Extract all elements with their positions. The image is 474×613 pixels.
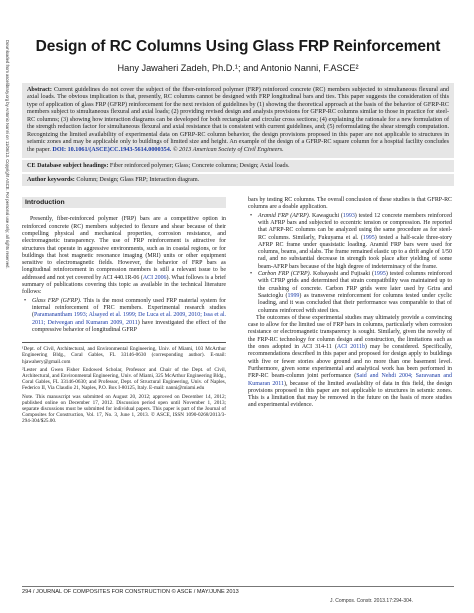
citation-link[interactable]: 1995 xyxy=(373,271,386,278)
citation-link[interactable]: 1995 xyxy=(362,234,375,241)
outcomes-paragraph xyxy=(248,315,452,410)
bullet-list xyxy=(248,213,452,315)
download-notice-text: Downloaded from ascelibrary.org by Antonio Nanni on 11/06/13. Copyright ASCE. For personal use only; all rights reserved. xyxy=(5,40,10,269)
continued-paragraph: bars by testing RC columns. The overall conclusion of these studies is that GFRP-RC columns are a doable application. xyxy=(248,197,452,211)
ce-headings-text: Fiber reinforced polymer; Glass; Concrete columns; Design; Axial loads. xyxy=(109,163,290,170)
intro-text-end: ). What follows is a brief summary of publications covering this topic as available in the technical literature follows: xyxy=(22,274,226,296)
download-notice xyxy=(1,40,11,600)
citation-link[interactable]: ACI 2006 xyxy=(142,274,167,281)
citation-link[interactable]: Paramanantham 1993; Alsayed et al. 1999; De Luca et al. 2009, 2010; Issa et al. 2011; Deiveegan and Kumaran 2009, 2011 xyxy=(32,312,226,326)
right-column xyxy=(248,197,452,410)
left-column xyxy=(22,197,226,426)
bullet-text-end: ) have investigated the effect of the compressive behavior of longitudinal GFRP xyxy=(32,319,226,333)
copyright-text: © 2013 American Society of Civil Engineers. xyxy=(172,146,284,153)
author-keywords-text: Column; Design; Glass FRP; Interaction diagram. xyxy=(76,177,200,184)
body-columns xyxy=(22,197,454,559)
citation-footer: J. Compos. Constr. 2013.17:294-304. xyxy=(330,598,414,604)
intro-text: Presently, fiber-reinforced polymer (FRP) bars are a competitive option in reinforced concrete (RC) members subjected to flexure and shear because of their compelling physical and mechanical properties, corrosion resistance, and electromagnetic transparency. The use of FRP reinforcement is attractive for structures that operate in aggressive environments, such as in coastal regions, or for buildings that host magnetic resonance imaging (MRI) units or other equipment sensitive to electromagnetic fields. However, the behavior of FRP bars as longitudinal reinforcement in compression members is still a relevant issue to be addressed and not yet covered by ACI 440.1R-06 ( xyxy=(22,216,226,281)
bullet-text-end: ) tested a half-scale three-story AFRP RC frame under quasistatic loading. Aramid FRP bars were used for columns, beams, and slabs. The frame remained elastic up to a drift angle of 1/50 rad, and no substantial decrease in strength took place after yielding of some beam-AFRP bars because of the high degree of indeterminacy of the frame. xyxy=(258,234,452,270)
citation-link[interactable]: 1999 xyxy=(287,292,300,299)
abstract-label: Abstract: xyxy=(27,87,52,93)
bullet-label: Carbon FRP (CFRP). xyxy=(258,271,312,278)
paper-title: Design of RC Columns Using Glass FRP Reinforcement xyxy=(35,38,441,55)
footnotes xyxy=(22,342,226,424)
bullet-item-gfrp xyxy=(32,298,226,334)
author-line: Hany Jawaheri Zadeh, Ph.D.¹; and Antonio Nanni, F.ASCE² xyxy=(117,63,359,73)
citation-link[interactable]: ACI 2011b xyxy=(336,344,365,351)
intro-paragraph xyxy=(22,216,226,296)
author-keywords xyxy=(22,174,454,186)
bullet-text: Kobayashi and Fujisaki ( xyxy=(311,271,374,278)
author-keywords-label: Author keywords: xyxy=(27,177,75,184)
bullet-text: Kawaguchi ( xyxy=(310,212,343,219)
citation-link[interactable]: Said and Nehdi 2004; Saravanan and Kumaran 2011 xyxy=(248,373,452,387)
ce-headings-label: CE Database subject headings: xyxy=(27,163,109,170)
citation-link[interactable]: 1993 xyxy=(342,212,355,219)
footnote-author-1: ¹Dept. of Civil, Architectural, and Environmental Engineering, Univ. of Miami, 103 McArthur Engineering Bldg., Coral Gables, FL 33146-0630 (corresponding author). E-mail: hjawahery@gmail.com xyxy=(22,346,226,365)
paragraph-text-end: ), because of the limited availability of data in this field, the design provisions proposed in this paper are not applicable to structures in seismic zones. This is a limitation that may be removed in the future on the basis of more studies and experimental evidence. xyxy=(248,380,453,409)
paper-page xyxy=(22,38,454,559)
page-footer: 294 / JOURNAL OF COMPOSITES FOR CONSTRUCTION © ASCE / MAY/JUNE 2013 xyxy=(22,586,454,595)
section-heading-introduction: Introduction xyxy=(22,197,226,208)
paragraph-text: The outcomes of these experimental studies may ultimately provide a convincing case to allow for the limited use of FRP bars in columns, particularly when corrosion resistance or electromagnetic transparency is sought. Similarly, given the novelty of the FRP-RC technology for column design and construction, the limitations such as the ones adopted in ACI 314-11 ( xyxy=(248,314,452,351)
doi-link[interactable]: DOI: 10.1061/(ASCE)CC.1943-5614.0000354. xyxy=(52,146,172,153)
bullet-list xyxy=(22,298,226,334)
bullet-item-afrp xyxy=(258,213,452,271)
abstract-box xyxy=(22,83,454,158)
footnote-author-2: ²Lester and Gwen Fisher Endowed Scholar, Professor and Chair of the Dept. of Civil, Architectural, and Environmental Engineering, Univ. of Miami, 325 McArthur Engineering Bldg., Coral Gables, FL 33146-0630; and Professor, Dept. of Structural Engineering, Univ. of Naples, Federico II, Via Claudio 21, Naples, P.O. Box I-80125, Italy. E-mail: nanni@miami.edu xyxy=(22,366,226,392)
bullet-text: ) tested 12 concrete members reinforced with AFRP bars and subjected to eccentric tension or compression. He reported that AFRP-RC columns can be analyzed using the same procedure as for steel-RC columns. Similarly, Fukuyama et al. ( xyxy=(258,212,453,241)
paragraph-text: ) may be considered. Specifically, recommendations described in this paper and proposed for design apply to buildings with five or fewer stories above ground and no more than one basement level. Furthermore, given some experimental and analytical work has been performed in FRP-RC beam-column joint performance ( xyxy=(248,344,452,380)
abstract-text: Current guidelines do not cover the subject of the fiber-reinforced polymer (FRP) reinforced concrete (RC) members subjected to simultaneous flexural and axial loads. The obvious implication is that, presently, RC columns cannot be designed with FRP longitudinal bars and ties. This paper suggests the consideration of this type of application of glass FRP (GFRP) reinforcement for the next revision of guidelines by (1) showing the theoretical approach at the basis of the behavior of GFRP-RC members subject to simultaneous flexural and axial loads; (2) providing revised design and analysis provisions for GFRP-RC columns similar to those in practice for steel-RC columns; (3) showing how interaction diagrams can be developed for both rectangular and circular cross sections; (4) explaining the rationale for a new formulation of the strength reduction factor for simultaneous flexural and axial resistance that is consistent with current guidelines, and; (5) reformulating the shear strength computation. Recognizing the limited availability of experimental data on GFRP-RC column behavior, the design provisions proposed in this paper are not applicable to structures in seismic zones and may be applicable only to buildings of limited size and height. An example of the design of a GFRP-RC square column for a hospital facility concludes the paper. xyxy=(27,87,449,153)
bullet-text-end: ) as transverse reinforcement for columns tested under cyclic loading, and it was concluded that their performance was comparable to that of columns reinforced with steel ties. xyxy=(258,292,453,314)
bullet-label: Glass FRP (GFRP). xyxy=(32,297,82,304)
bullet-label: Aramid FRP (AFRP). xyxy=(258,212,311,219)
ce-headings xyxy=(22,160,454,172)
bullet-text: This is the most commonly used FRP material system for internal reinforcement of FRC members. Experimental research studies ( xyxy=(32,297,226,319)
bullet-text: ) tested columns reinforced with CFRP grids and determined that strain compatibility was maintained up to the crushing of concrete. Carbon FRP grids were later used by Grira and Saatcioglu ( xyxy=(258,271,452,299)
footnote-note: Note. This manuscript was submitted on August 20, 2012; approved on December 14, 2012; published online on December 17, 2012. Discussion period open until November 1, 2013; separate discussions must be submitted for individual papers. This paper is part of the Journal of Composites for Construction, Vol. 17, No. 3, June 1, 2013. © ASCE, ISSN 1090-0268/2013/3-294-304/$25.00. xyxy=(22,393,226,425)
bullet-item-cfrp xyxy=(258,271,452,315)
